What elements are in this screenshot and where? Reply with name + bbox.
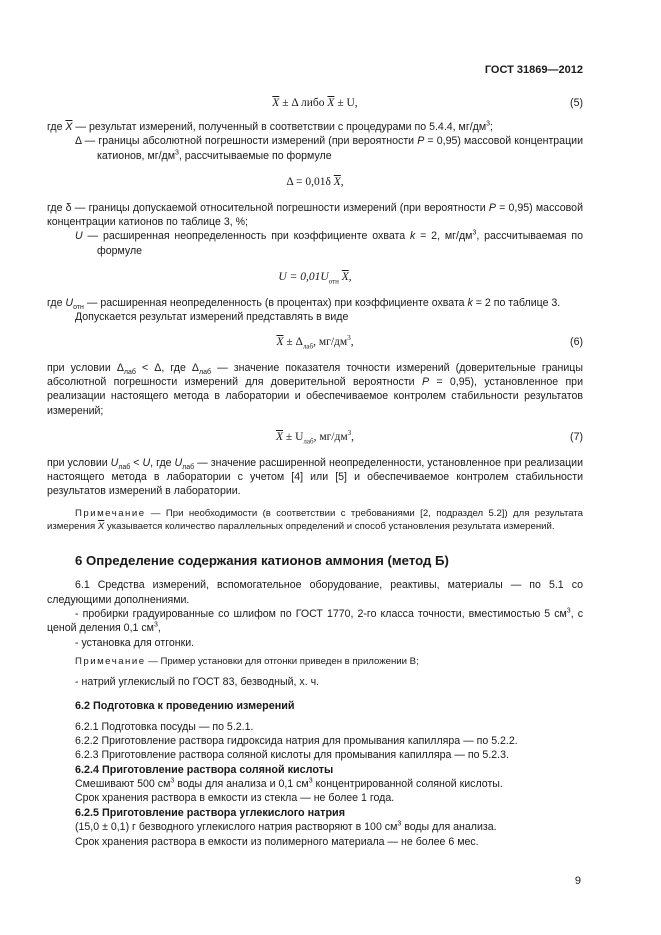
section-6-title: 6 Определение содержания катионов аммония (метод Б) (75, 552, 449, 568)
formula-6: $\overline{X} \pm \Delta_{лаб}$, $мг/дм^3$, (6) (276, 333, 583, 350)
definition-x: где $\overline{X}$ — результат измерений, полученный в соответствии с процедурами по 5.4.4, $мг/дм^3$; (47, 120, 493, 133)
clause-6-2-5-title: 6.2.5 Приготовление раствора углекислого натрия (75, 806, 345, 819)
definition-delta: Δ — границы абсолютной погрешности измерений (при вероятности P = 0,95) массовой концентрации катионов, $мг/дм^3$, рассчитываемые по формуле (75, 135, 583, 162)
clause-6-2-5-text: (15,0 ± 0,1) г безводного углекислого натрия растворяют в 100 $см^3$ воды для анализа. (75, 820, 497, 834)
list-item-tubes: - пробирки градуированные со шлифом по ГОСТ 1770, 2-го класса точности, вместимостью 5 $см^3$, с ценой деления 0,1 $см^3$, (47, 607, 583, 635)
clause-6-2-title: 6.2 Подготовка к проведению измерений (75, 700, 295, 713)
allowance-text: Допускается результат измерений представлять в виде (75, 311, 349, 324)
formula-u: $U = 0,01U_{отн}$ $\overline{X}$, (278, 271, 352, 286)
definition-u: U — расширенная неопределенность при коэффициенте охвата k = 2, $мг/дм^3$, рассчитываемая по формуле (75, 229, 583, 257)
formula-number: (7) (570, 430, 583, 443)
clause-6-2-4-storage: Срок хранения раствора в емкости из стекла — не более 1 года. (75, 792, 395, 805)
clause-6-1: 6.1 Средства измерений, вспомогательное оборудование, реактивы, материалы — по 5.1 со следующими дополнениями. (47, 579, 583, 606)
formula-5: $\overline{X} \pm \Delta$ либо $\overline{X} \pm U$, (5) (47, 94, 583, 112)
clause-6-2-4-text: Смешивают 500 $см^3$ воды для анализа и 0,1 $см^3$ концентрированной соляной кислоты. (75, 777, 503, 791)
condition-7: при условии $U_{лаб} < U$, где $U_{лаб}$ — значение расширенной неопределенности, установленное при реализации настоящего метода в лаборатории с учетом [4] или [5] и обеспечиваемое контролем стабильности результатов измерений в лаборатории. (47, 456, 584, 498)
note-1: Примечание — При необходимости (в соответствии с требованиями [2, подраздел 5.2]) для результата измерения $\overline{X}$ указывается количество параллельных определений и способ установления результата измерений. (47, 507, 583, 532)
clause-6-2-3: 6.2.3 Приготовление раствора соляной кислоты для промывания капилляра — по 5.2.3. (75, 749, 509, 762)
condition-6: при условии $\Delta_{лаб} < \Delta$, где $\Delta_{лаб}$ — значение показателя точности измерений (доверительные границы абсолютной погрешности измерений для доверительной вероятности P = 0,95), установленное при реализации настоящего метода в лаборатории и обеспечиваемое контролем стабильности результатов измерений; (47, 361, 583, 417)
standard-code-header: ГОСТ 31869—2012 (484, 64, 583, 76)
page-number: 9 (574, 875, 581, 887)
note-2: Примечание — Пример установки для отгонки приведен в приложении В; (75, 655, 419, 667)
clause-6-2-2: 6.2.2 Приготовление раствора гидроксида натрия для промывания капилляра — по 5.2.2. (75, 735, 518, 748)
clause-6-2-5-storage: Срок хранения раствора в емкости из полимерного материала — не более 6 мес. (75, 835, 479, 848)
clause-6-2-4-title: 6.2.4 Приготовление раствора соляной кислоты (75, 763, 334, 776)
formula-delta: Δ = 0,01δ $\overline{X}$, (286, 175, 344, 188)
definition-delta-rel: где δ — границы допускаемой относительной погрешности измерений (при вероятности P = 0,95) массовой концентрации катионов по таблице 3, %; (47, 201, 583, 229)
definition-u-rel: где $U_{отн}$ — расширенная неопределенность (в процентах) при коэффициенте охвата k = 2 по таблице 3. (47, 297, 561, 312)
list-item-sodium: - натрий углекислый по ГОСТ 83, безводный, х. ч. (75, 675, 320, 688)
page-content (47, 94, 583, 849)
list-item-distill: - установка для отгонки. (75, 636, 195, 649)
formula-number: (5) (570, 97, 583, 109)
clause-6-2-1: 6.2.1 Подготовка посуды — по 5.2.1. (75, 720, 254, 733)
formula-7: $\overline{X} \pm U_{лаб}$, $мг/дм^3$, (7) (275, 429, 583, 446)
formula-number: (6) (570, 335, 583, 348)
